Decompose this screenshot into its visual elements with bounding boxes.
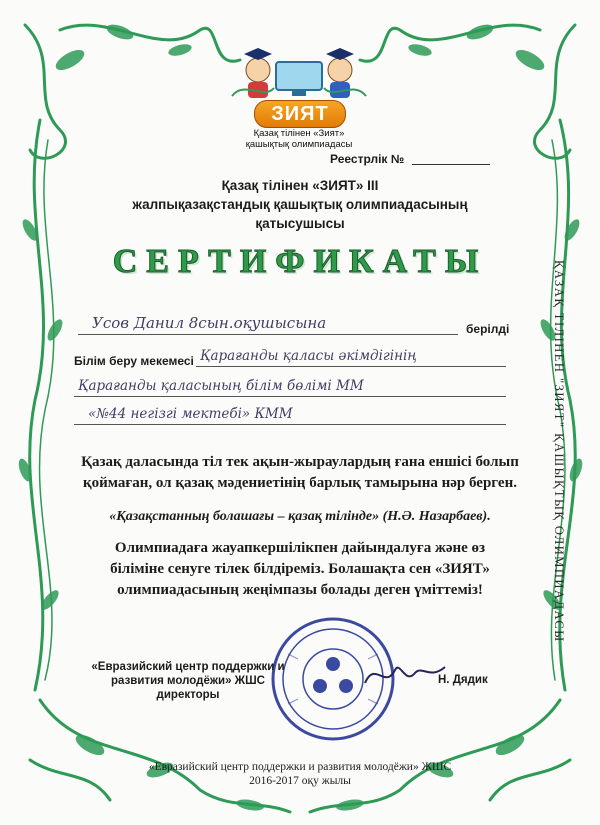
footer: [130, 760, 470, 788]
signatory-org-line1: «Евразийский центр поддержки и: [91, 661, 285, 673]
registry-label: Реестрлік №: [330, 152, 405, 166]
recipient-line: [78, 334, 458, 335]
institution-line3: «№44 негізгі мектебі» КММ: [88, 406, 293, 422]
given-label: берілді: [466, 322, 510, 336]
institution-underline2: [74, 396, 506, 397]
institution-underline1: [196, 366, 506, 367]
signatory-name: Н. Дядик: [438, 674, 488, 686]
institution-line2: Қарағанды қаласының білім бөлімі ММ: [78, 378, 364, 394]
wish-line3: олимпиадасының жеңімпазы болады деген үміттеміз!: [117, 582, 483, 598]
handwritten-signature: [360, 655, 450, 695]
para1-line2: қоймаған, ол қазақ мәдениетінің барлық тамырына нәр берген.: [83, 475, 517, 491]
institution-underline3: [74, 424, 506, 425]
quote: «Қазақстанның болашағы – қазақ тілінде» (Н.Ә. Назарбаев).: [109, 509, 491, 524]
body-paragraph: [60, 452, 540, 494]
heading-line2: жалпықазақстандық қашықтық олимпиадасының: [132, 197, 468, 212]
logo-caption-line1: Қазақ тілінен «Зият»: [253, 128, 345, 139]
para1-line1: Қазақ даласында тіл тек ақын-жыраулардың ғана еншісі болып: [81, 454, 519, 470]
recipient-name: Усов Данил 8сын.оқушысына: [92, 314, 327, 332]
logo-wordmark: ЗИЯТ: [254, 100, 346, 128]
logo-caption-line2: қашықтық олимпиадасы: [245, 139, 353, 150]
registry-number-line: [412, 164, 490, 165]
olympiad-logo: [224, 40, 374, 150]
footer-line1: «Евразийский центр поддержки и развития молодёжи» ЖШС: [148, 761, 452, 773]
footer-line2: 2016-2017 оқу жылы: [249, 775, 351, 787]
wish-paragraph: [60, 538, 540, 601]
students-illustration: [224, 40, 374, 102]
institution-line1: Қарағанды қаласы әкімдігінің: [200, 348, 417, 364]
certificate-heading: [90, 176, 510, 233]
side-caption: ҚАЗАҚ ТІЛІНЕН "ЗИЯТ" ҚАШЫҚТЫҚ ОЛИМПИАДАСЫ: [552, 260, 566, 643]
institution-label: Білім беру мекемесі: [74, 354, 194, 368]
wish-line2: біліміне сенуге тілек білдіреміз. Болашақта сен «ЗИЯТ»: [110, 561, 490, 577]
certificate-title: СЕРТИФИКАТЫ: [112, 243, 488, 280]
heading-line1: Қазақ тілінен «ЗИЯТ» III: [221, 178, 379, 193]
signatory-org-line2: развития молодёжи» ЖШС директоры: [111, 675, 265, 701]
signatory-organization: [88, 660, 288, 702]
logo-caption: [224, 128, 374, 150]
wish-line1: Олимпиадаға жауапкершілікпен дайындалуға және өз: [114, 540, 486, 556]
heading-line3: қатысушысы: [255, 216, 345, 231]
